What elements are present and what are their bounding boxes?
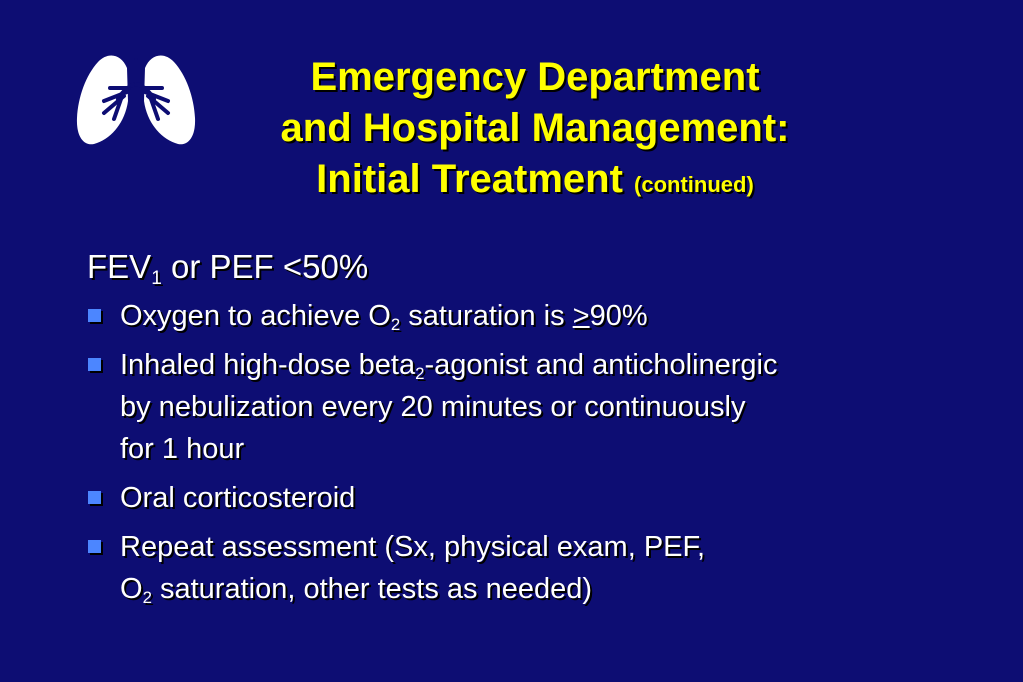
inhaled-therapy-line-3: for 1 hour	[120, 433, 245, 465]
list-item-repeat-assessment	[87, 526, 967, 610]
repeat-assessment-line-2-subscript: 2	[142, 588, 152, 608]
title-line-3-main: Initial Treatment	[316, 157, 623, 201]
oxygen-suffix: 90%	[589, 300, 648, 332]
repeat-assessment-line-2	[120, 568, 967, 610]
slide-content	[87, 243, 967, 617]
list-item-oxygen	[87, 295, 967, 337]
criteria-heading	[87, 243, 967, 291]
inhaled-therapy-subscript: 2	[415, 364, 425, 384]
oxygen-prefix: Oxygen to achieve O	[120, 300, 391, 332]
inhaled-therapy-suffix: -agonist and anticholinergic	[424, 349, 778, 381]
oxygen-comparison: >	[572, 300, 590, 332]
corticosteroid-text: Oral corticosteroid	[120, 482, 356, 514]
list-item-inhaled-therapy	[87, 344, 967, 470]
title-continued-note: (continued)	[634, 172, 754, 197]
treatment-list	[87, 295, 967, 610]
list-item-corticosteroid	[87, 477, 967, 519]
slide-title	[150, 52, 920, 205]
repeat-assessment-line-2-suffix: saturation, other tests as needed)	[151, 573, 593, 605]
repeat-assessment-line-1: Repeat assessment (Sx, physical exam, PEF,	[120, 531, 706, 563]
bullet-square-icon	[88, 309, 101, 322]
bullet-square-icon	[88, 491, 101, 504]
title-line-1: Emergency Department	[310, 55, 760, 99]
criteria-heading-subscript: 1	[151, 268, 162, 290]
bullet-square-icon	[88, 540, 101, 553]
inhaled-therapy-prefix: Inhaled high-dose beta	[120, 349, 416, 381]
oxygen-subscript: 2	[390, 315, 401, 335]
inhaled-therapy-line-1	[120, 344, 967, 386]
repeat-assessment-line-2-prefix: O	[120, 573, 143, 605]
criteria-heading-prefix: FEV	[87, 248, 152, 285]
title-line-2: and Hospital Management:	[280, 106, 790, 150]
title-line-3	[150, 154, 920, 205]
criteria-heading-suffix: or PEF <50%	[161, 248, 369, 285]
inhaled-therapy-line-2: by nebulization every 20 minutes or continuously	[120, 391, 746, 423]
bullet-square-icon	[88, 358, 101, 371]
oxygen-middle: saturation is	[400, 300, 573, 332]
